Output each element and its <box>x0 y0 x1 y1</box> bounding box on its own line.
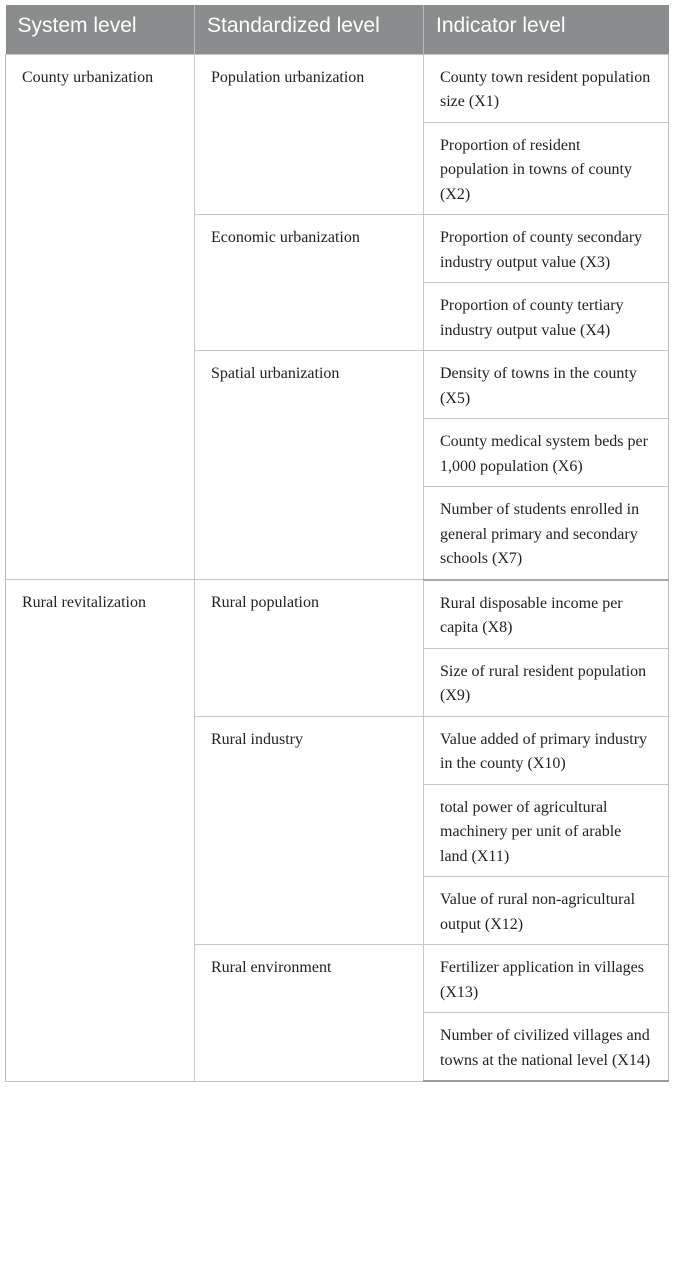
system-level-cell: County urbanization <box>6 54 195 580</box>
system-level-cell: Rural revitalization <box>6 580 195 1082</box>
indicator-cell: County town resident population size (X1) <box>424 54 669 122</box>
table-body <box>6 54 669 1081</box>
standardized-level-cell: Rural environment <box>195 945 424 1082</box>
indicator-cell: Rural disposable income per capita (X8) <box>424 580 669 649</box>
indicator-cell: Value added of primary industry in the county (X10) <box>424 716 669 784</box>
indicator-cell: Proportion of county tertiary industry output value (X4) <box>424 283 669 351</box>
header-indicator-level: Indicator level <box>424 5 669 54</box>
standardized-level-cell: Rural industry <box>195 716 424 945</box>
indicator-cell: Proportion of resident population in towns of county (X2) <box>424 122 669 215</box>
standardized-level-cell: Spatial urbanization <box>195 351 424 580</box>
indicator-cell: Value of rural non-agricultural output (X12) <box>424 877 669 945</box>
indicator-cell: Density of towns in the county (X5) <box>424 351 669 419</box>
table-header <box>6 5 669 54</box>
indicator-cell: Number of civilized villages and towns at the national level (X14) <box>424 1013 669 1082</box>
table-row <box>6 54 669 122</box>
indicator-cell: Proportion of county secondary industry output value (X3) <box>424 215 669 283</box>
indicator-cell: Number of students enrolled in general primary and secondary schools (X7) <box>424 487 669 580</box>
indicator-cell: Size of rural resident population (X9) <box>424 648 669 716</box>
indicator-cell: County medical system beds per 1,000 population (X6) <box>424 419 669 487</box>
indicator-cell: total power of agricultural machinery per unit of arable land (X11) <box>424 784 669 877</box>
header-system-level: System level <box>6 5 195 54</box>
standardized-level-cell: Economic urbanization <box>195 215 424 351</box>
indicator-table <box>5 5 669 1082</box>
header-standardized-level: Standardized level <box>195 5 424 54</box>
header-row <box>6 5 669 54</box>
table-row <box>6 580 669 649</box>
standardized-level-cell: Rural population <box>195 580 424 717</box>
standardized-level-cell: Population urbanization <box>195 54 424 215</box>
indicator-cell: Fertilizer application in villages (X13) <box>424 945 669 1013</box>
